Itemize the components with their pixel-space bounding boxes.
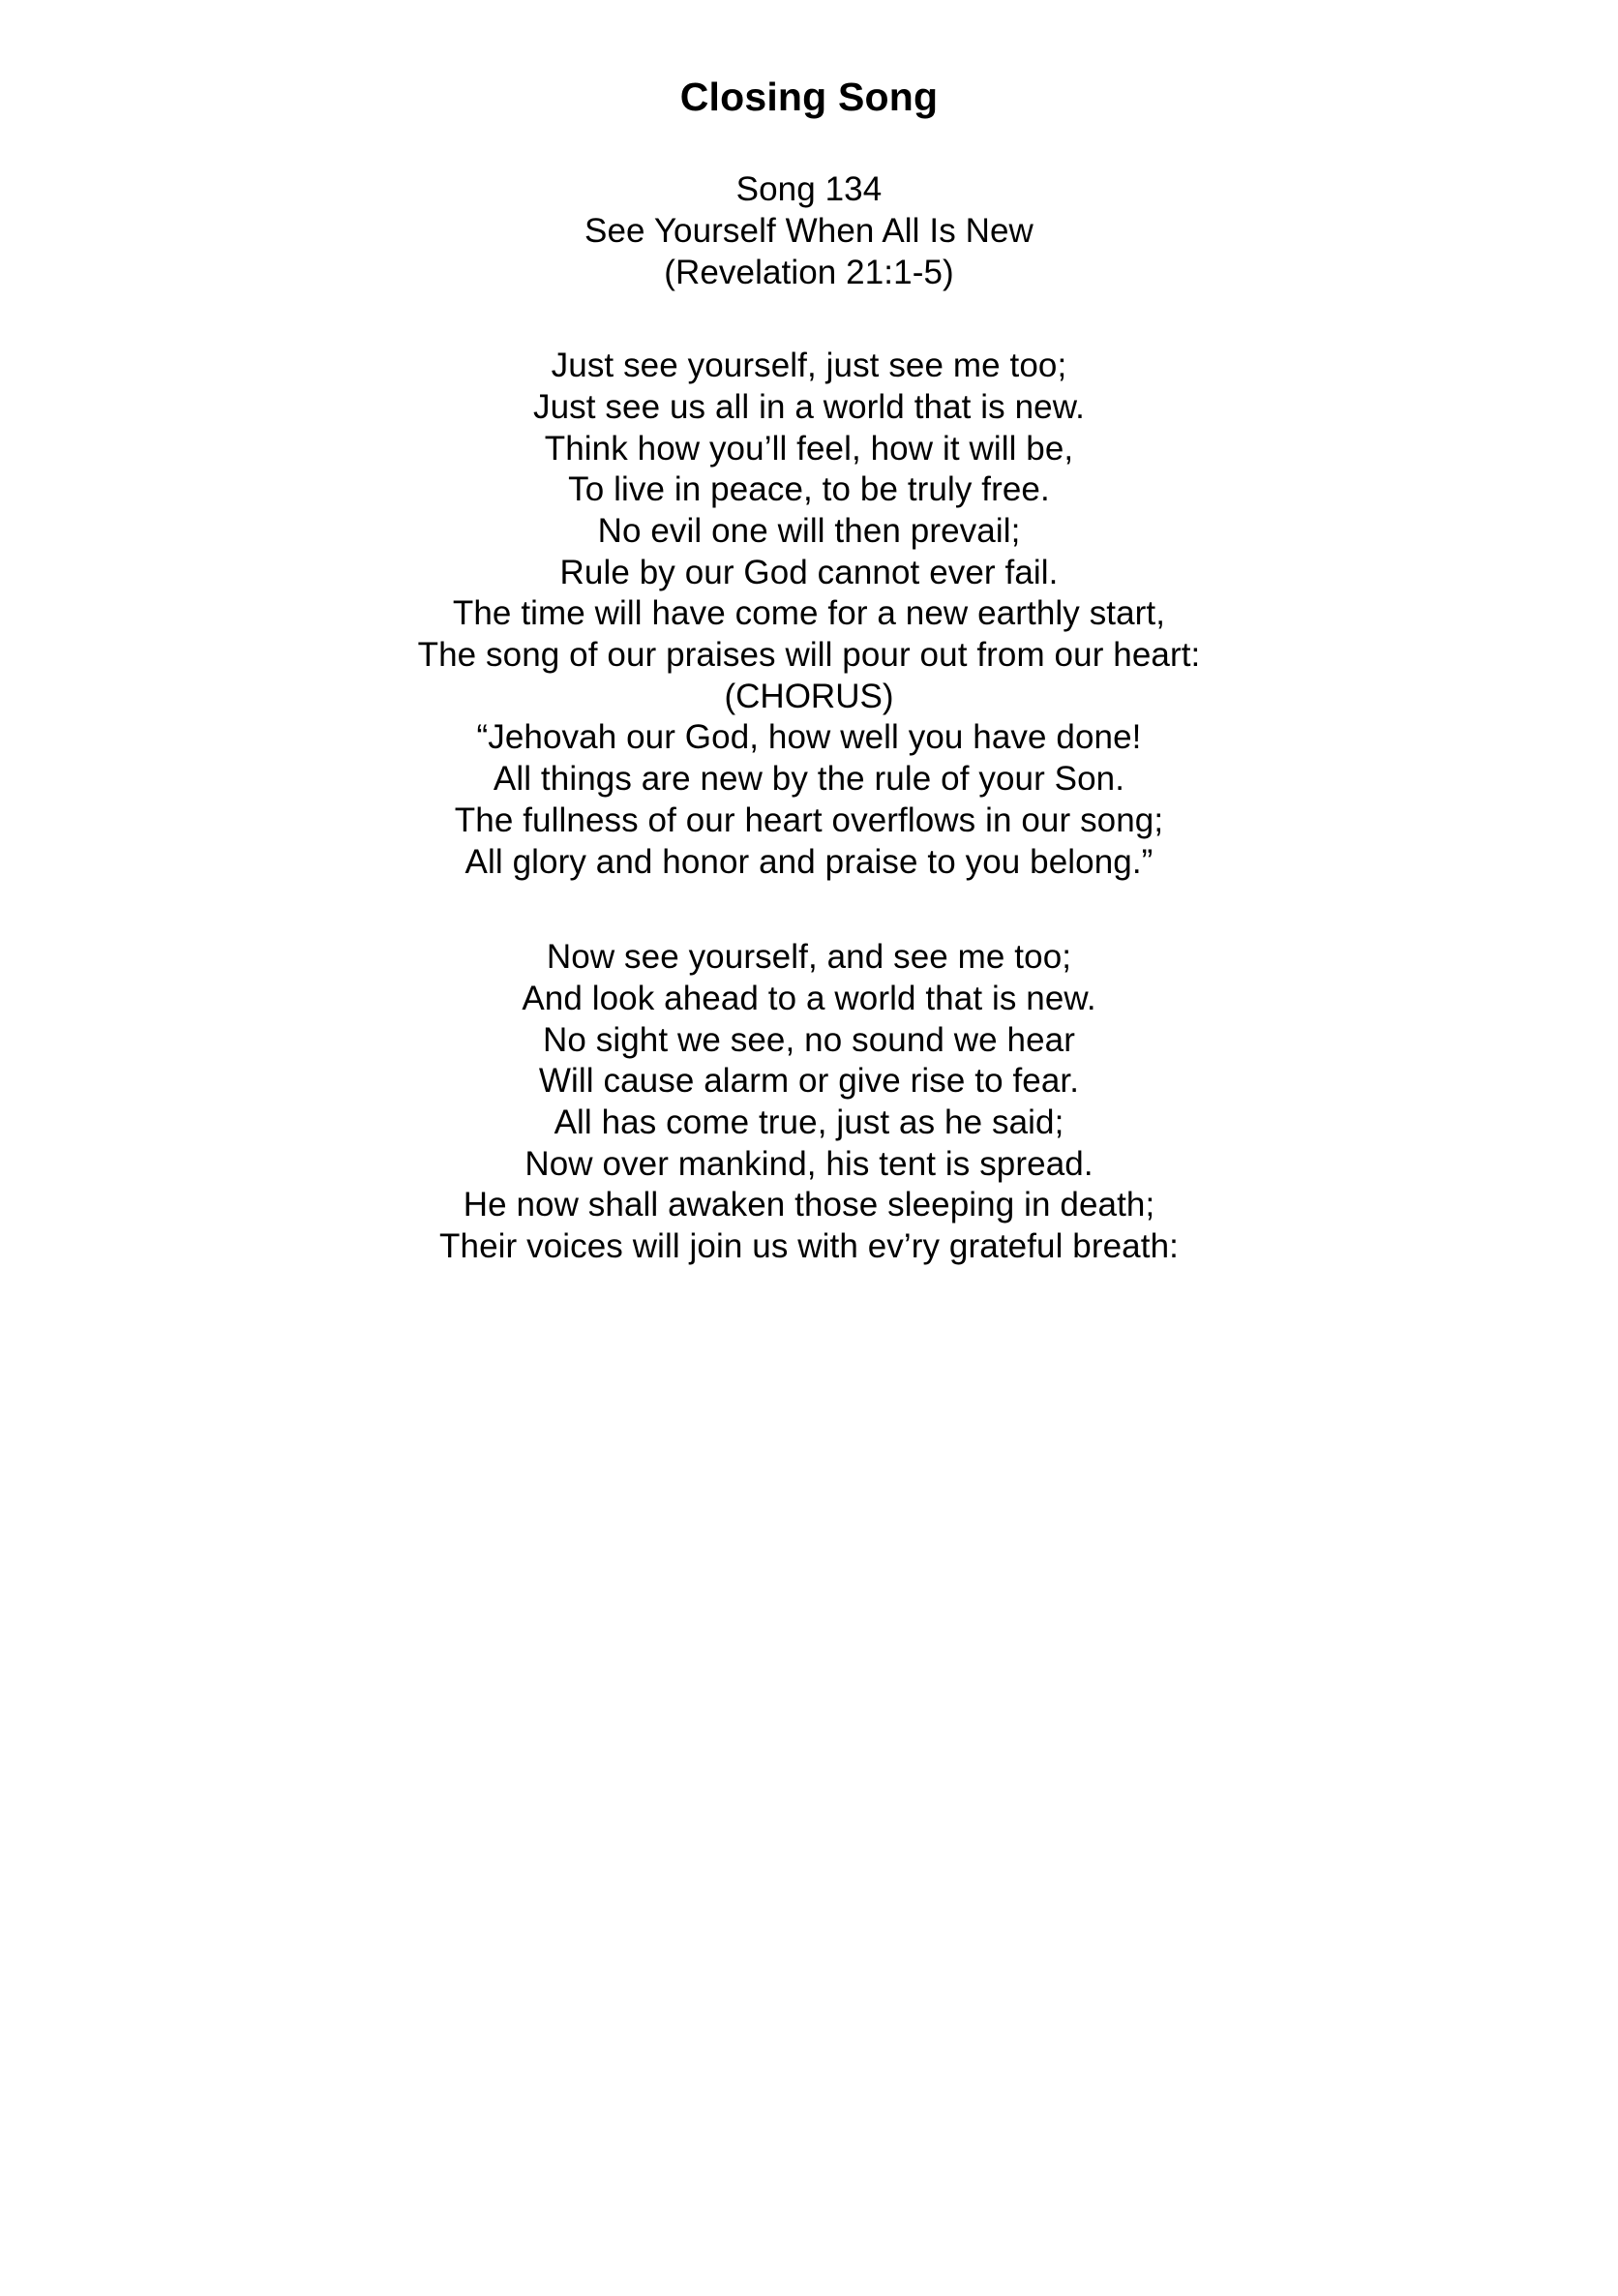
scripture-reference: (Revelation 21:1-5) [664,253,954,291]
lyric-line: All has come true, just as he said; [554,1103,1064,1141]
lyric-line: No evil one will then prevail; [597,512,1021,550]
lyric-line: Will cause alarm or give rise to fear. [538,1062,1080,1101]
lyric-line: Think how you’ll feel, how it will be, [544,429,1074,468]
lyric-line: The fullness of our heart overflows in our song; [454,801,1164,839]
verse-1 [116,346,1502,883]
lyric-line: All glory and honor and praise to you belong.” [464,842,1154,881]
song-title: See Yourself When All Is New [584,211,1034,250]
page-title: Closing Song [679,75,939,119]
lyric-line: To live in peace, to be truly free. [568,470,1050,509]
lyric-line: The time will have come for a new earthly start, [452,594,1166,633]
lyric-line: He now shall awaken those sleeping in death; [463,1186,1155,1224]
lyric-line: Just see yourself, just see me too; [551,347,1067,385]
lyric-line: The song of our praises will pour out from our heart: [417,636,1201,675]
song-number: Song 134 [735,170,883,209]
lyric-line: “Jehovah our God, how well you have done! [476,718,1142,757]
lyric-line: Their voices will join us with ev’ry grateful breath: [439,1227,1179,1265]
lyric-line: Now see yourself, and see me too; [546,938,1072,977]
lyric-line: Rule by our God cannot ever fail. [559,553,1059,591]
song-header [116,169,1502,293]
chorus-label: (CHORUS) [724,677,894,715]
lyric-line: Now over mankind, his tent is spread. [524,1144,1094,1183]
lyric-line: No sight we see, no sound we hear [542,1020,1076,1059]
lyric-line: And look ahead to a world that is new. [522,979,1096,1017]
verse-2 [116,937,1502,1268]
lyric-line: All things are new by the rule of your Son. [493,760,1125,799]
lyric-line: Just see us all in a world that is new. [532,387,1086,426]
